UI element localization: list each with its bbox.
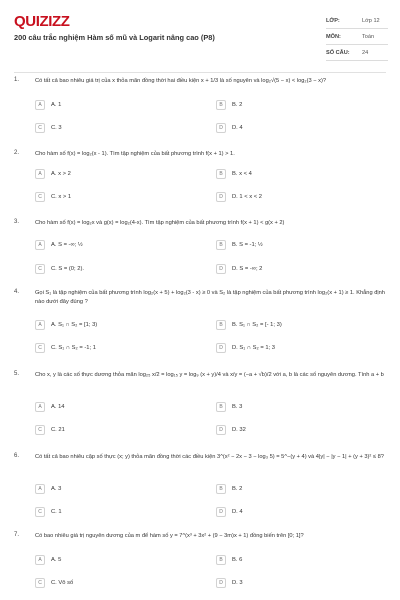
meta-label: LỚP:	[326, 17, 340, 24]
question-number: 3.	[14, 219, 20, 225]
option-text: A. 14	[51, 403, 65, 410]
option-text: A. S = -∞; ½	[51, 241, 83, 248]
option-text: B. x < 4	[232, 170, 252, 177]
option-letter-badge: A	[35, 100, 45, 110]
answer-option-a[interactable]	[35, 554, 61, 565]
answer-option-b[interactable]	[216, 483, 242, 494]
option-letter-badge: D	[216, 192, 226, 202]
question-number: 6.	[14, 453, 20, 459]
option-letter-badge: A	[35, 484, 45, 494]
answer-option-d[interactable]	[216, 342, 275, 353]
option-text: B. 2	[232, 101, 243, 108]
option-letter-badge: C	[35, 507, 45, 517]
answer-option-b[interactable]	[216, 319, 282, 330]
option-text: C. x > 1	[51, 193, 72, 200]
option-text: A. 5	[51, 556, 62, 563]
answer-option-c[interactable]	[35, 342, 96, 353]
option-letter-badge: B	[216, 100, 226, 110]
question-6	[14, 453, 386, 517]
option-text: B. S = -1; ½	[232, 241, 263, 248]
option-letter-badge: B	[216, 320, 226, 330]
question-number: 1.	[14, 77, 20, 83]
option-text: A. 3	[51, 485, 62, 492]
answer-option-d[interactable]	[216, 424, 246, 435]
document-title: 200 câu trắc nghiệm Hàm số mũ và Logarit nâng cao (P8)	[14, 33, 215, 42]
option-letter-badge: C	[35, 264, 45, 274]
question-1	[14, 77, 386, 141]
answer-option-c[interactable]	[35, 577, 73, 588]
answer-option-b[interactable]	[216, 401, 242, 412]
quizizz-logo: QUIZIZZ	[14, 13, 70, 30]
option-letter-badge: C	[35, 123, 45, 133]
option-text: D. 3	[232, 579, 243, 586]
option-text: D. 32	[232, 426, 246, 433]
option-letter-badge: C	[35, 425, 45, 435]
option-letter-badge: B	[216, 555, 226, 565]
option-text: D. S = -∞; 2	[232, 265, 263, 272]
answer-option-a[interactable]	[35, 319, 97, 330]
document-meta	[326, 13, 388, 61]
answer-option-b[interactable]	[216, 99, 242, 110]
question-5	[14, 371, 386, 435]
option-letter-badge: B	[216, 240, 226, 250]
option-text: C. S₁ ∩ S₂ = -1; 1	[51, 344, 96, 351]
option-letter-badge: D	[216, 507, 226, 517]
answer-option-d[interactable]	[216, 122, 243, 133]
question-text: Cho x, y là các số thực dương thỏa mãn log₂₅ x/2 = log₁₅ y = log₉ (x + y)/4 và x/y = (−a + √b)/2 với a, b là các số nguyên dương. Tính a + b	[35, 372, 384, 378]
answer-option-c[interactable]	[35, 191, 71, 202]
option-letter-badge: B	[216, 484, 226, 494]
option-text: C. Vô số	[51, 579, 74, 586]
question-text: Gọi S₁ là tập nghiệm của bất phương trình log₂(x + 5) + log₂(3 - x) ≥ 0 và S₂ là tập nghiệm của bất phương trình log₂(x + 1) ≥ 1. Khẳng định nào dưới đây đúng ?	[35, 290, 385, 305]
option-letter-badge: D	[216, 343, 226, 353]
option-letter-badge: A	[35, 402, 45, 412]
question-text: Có tất cả bao nhiêu giá trị của x thỏa mãn đồng thời hai điều kiện x + 1/3 là số nguyên và log₂√(5 − x) < log₂(3 − x)?	[35, 78, 327, 84]
option-letter-badge: C	[35, 578, 45, 588]
question-2	[14, 150, 386, 214]
option-letter-badge: A	[35, 169, 45, 179]
option-text: C. 3	[51, 124, 62, 131]
meta-row-subject	[326, 29, 388, 45]
option-text: A. x > 2	[51, 170, 71, 177]
option-text: D. 4	[232, 124, 243, 131]
question-number: 4.	[14, 289, 20, 295]
question-text: Có bao nhiêu giá trị nguyên dương của m để hàm số y = 7^(x³ + 3x² + (9 − 3m)x + 1) đồng biến trên [0; 1]?	[35, 533, 304, 539]
question-text: Có tất cả bao nhiêu cặp số thực (x; y) thỏa mãn đồng thời các điều kiện 3^(x² − 2x − 3 − log₃ 5) = 5^−(y + 4) và 4|y| − |y − 1| + (y + 3)² ≤ 8?	[35, 454, 384, 460]
question-number: 2.	[14, 150, 20, 156]
option-letter-badge: A	[35, 320, 45, 330]
option-letter-badge: B	[216, 402, 226, 412]
option-letter-badge: D	[216, 123, 226, 133]
answer-option-a[interactable]	[35, 168, 71, 179]
answer-option-c[interactable]	[35, 424, 65, 435]
option-letter-badge: C	[35, 192, 45, 202]
option-text: C. S = (0; 2).	[51, 265, 85, 272]
answer-option-b[interactable]	[216, 554, 242, 565]
option-text: D. S₁ ∩ S₂ = 1; 3	[232, 344, 276, 351]
meta-row-count	[326, 45, 388, 61]
meta-label: MÔN:	[326, 33, 341, 40]
option-text: D. 1 < x < 2	[232, 193, 262, 200]
answer-option-b[interactable]	[216, 239, 263, 250]
answer-option-c[interactable]	[35, 122, 62, 133]
option-text: B. S₁ ∩ S₂ = [- 1; 3)	[232, 321, 282, 328]
option-letter-badge: C	[35, 343, 45, 353]
option-text: C. 21	[51, 426, 65, 433]
option-text: B. 6	[232, 556, 243, 563]
header-divider	[14, 72, 386, 73]
option-letter-badge: D	[216, 264, 226, 274]
answer-option-a[interactable]	[35, 99, 61, 110]
option-letter-badge: A	[35, 555, 45, 565]
question-number: 5.	[14, 371, 20, 377]
question-number: 7.	[14, 532, 20, 538]
answer-option-c[interactable]	[35, 263, 84, 274]
answer-option-d[interactable]	[216, 191, 262, 202]
answer-option-c[interactable]	[35, 506, 62, 517]
question-3	[14, 219, 386, 283]
answer-option-b[interactable]	[216, 168, 252, 179]
option-text: A. S₁ ∩ S₂ = [1; 3)	[51, 321, 98, 328]
answer-option-a[interactable]	[35, 401, 65, 412]
option-text: D. 4	[232, 508, 243, 515]
option-text: B. 2	[232, 485, 243, 492]
option-letter-badge: D	[216, 425, 226, 435]
option-letter-badge: D	[216, 578, 226, 588]
meta-value: 24	[362, 49, 369, 56]
question-4	[14, 289, 386, 353]
answer-option-d[interactable]	[216, 263, 262, 274]
answer-option-d[interactable]	[216, 506, 243, 517]
option-letter-badge: B	[216, 169, 226, 179]
answer-option-d[interactable]	[216, 577, 243, 588]
meta-value: Toán	[362, 33, 375, 40]
option-text: C. 1	[51, 508, 62, 515]
meta-label: SỐ CÂU:	[326, 49, 350, 56]
option-text: A. 1	[51, 101, 62, 108]
option-text: B. 3	[232, 403, 243, 410]
meta-row-class	[326, 13, 388, 29]
answer-option-a[interactable]	[35, 483, 61, 494]
question-7	[14, 532, 386, 596]
question-text: Cho hàm số f(x) = log₂x và g(x) = log₂(4-x). Tìm tập nghiệm của bất phương trình f(x + 1) < g(x + 2)	[35, 220, 285, 226]
meta-value: Lớp 12	[362, 17, 380, 24]
answer-option-a[interactable]	[35, 239, 83, 250]
document-header	[0, 0, 400, 72]
question-text: Cho hàm số f(x) = log₂(x - 1). Tìm tập nghiệm của bất phương trình f(x + 1) > 1.	[35, 151, 235, 157]
option-letter-badge: A	[35, 240, 45, 250]
